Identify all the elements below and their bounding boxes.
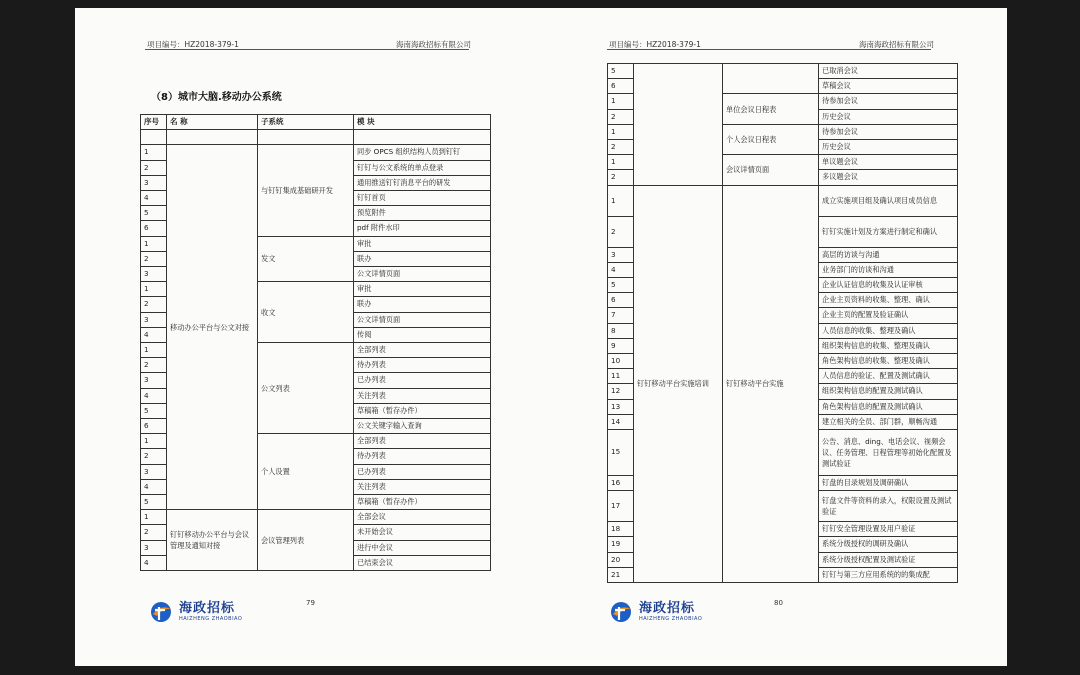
row-index: 2 (141, 251, 167, 266)
company-logo (149, 600, 242, 624)
subsystem-name: 会议管理列表 (258, 510, 354, 571)
module-name: 联办 (354, 251, 491, 266)
subsystem-name: 发文 (258, 236, 354, 282)
company-name: 海南海政招标有限公司 (396, 40, 471, 49)
module-name: 组织架构信息的收集、整理及确认 (819, 338, 958, 353)
row-index: 3 (608, 247, 634, 262)
logo-cn: 海政招标 (179, 601, 236, 616)
module-name: 历史会议 (819, 109, 958, 124)
row-index: 6 (608, 79, 634, 94)
empty-cell (354, 130, 491, 145)
module-name: 已取消会议 (819, 64, 958, 79)
item-name (634, 64, 723, 186)
row-index: 5 (608, 278, 634, 293)
module-name: 通用推送钉钉消息平台的研发 (354, 175, 491, 190)
row-index: 2 (608, 216, 634, 247)
row-index: 1 (141, 145, 167, 160)
header-rule (145, 49, 469, 50)
table-row (141, 510, 491, 525)
subsystem-name: 个人设置 (258, 434, 354, 510)
module-name: 待办列表 (354, 449, 491, 464)
subsystem-name: 单位会议日程表 (723, 94, 819, 124)
table-row (608, 185, 958, 216)
row-index: 5 (141, 403, 167, 418)
module-name: 系统分级授权配置及测试验证 (819, 552, 958, 567)
col-header-subsystem: 子系统 (258, 115, 354, 130)
empty-cell (141, 130, 167, 145)
row-index: 1 (608, 155, 634, 170)
table-row (141, 145, 491, 160)
row-index: 13 (608, 399, 634, 414)
table-row (608, 64, 958, 79)
row-index: 1 (608, 94, 634, 109)
module-name: 待参加会议 (819, 94, 958, 109)
row-index: 6 (141, 419, 167, 434)
module-name: 成立实施项目组及确认项目成员信息 (819, 185, 958, 216)
module-name: 企业主页资料的收集、整理、确认 (819, 293, 958, 308)
row-index: 2 (608, 140, 634, 155)
module-name: 关注列表 (354, 479, 491, 494)
col-header-name: 名 称 (167, 115, 258, 130)
row-index: 1 (141, 343, 167, 358)
subsystem-name: 钉钉移动平台实施 (723, 185, 819, 582)
row-index: 6 (608, 293, 634, 308)
table-header-row (141, 115, 491, 130)
row-index: 4 (141, 191, 167, 206)
row-index: 4 (141, 555, 167, 570)
module-name: 已办列表 (354, 464, 491, 479)
section-title: （8）城市大脑.移动办公系统 (151, 92, 282, 103)
header-rule (607, 49, 931, 50)
empty-cell (258, 130, 354, 145)
module-name: 业务部门的访谈和沟通 (819, 262, 958, 277)
item-name: 移动办公平台与公文对接 (167, 145, 258, 510)
module-name: 单议题会议 (819, 155, 958, 170)
module-name: 进行中会议 (354, 540, 491, 555)
row-index: 1 (141, 282, 167, 297)
row-index: 2 (141, 160, 167, 175)
module-name: 已结束会议 (354, 555, 491, 570)
item-name: 钉钉移动平台实施培训 (634, 185, 723, 582)
row-index: 16 (608, 476, 634, 491)
row-index: 3 (141, 175, 167, 190)
logo-emblem-icon (609, 600, 635, 624)
module-name: 角色架构信息的收集、整理及确认 (819, 354, 958, 369)
logo-cn: 海政招标 (639, 601, 696, 616)
module-name: 钉盘的目录规划及调研确认 (819, 476, 958, 491)
row-index: 15 (608, 430, 634, 476)
module-name: 企业认证信息的收集及认证审核 (819, 278, 958, 293)
module-name: 钉钉首页 (354, 191, 491, 206)
module-name: 公文关键字输入查询 (354, 419, 491, 434)
row-index: 5 (608, 64, 634, 79)
module-name: 预览附件 (354, 206, 491, 221)
row-index: 14 (608, 414, 634, 429)
row-index: 19 (608, 537, 634, 552)
subsystem-name: 与钉钉集成基础研开发 (258, 145, 354, 236)
row-index: 7 (608, 308, 634, 323)
module-name: 多议题会议 (819, 170, 958, 185)
company-name: 海南海政招标有限公司 (859, 40, 934, 49)
document-spread (75, 8, 1007, 666)
row-index: 3 (141, 267, 167, 282)
module-name: 钉钉安全管理设置及用户验证 (819, 522, 958, 537)
row-index: 5 (141, 206, 167, 221)
row-index: 9 (608, 338, 634, 353)
module-name: pdf 附件水印 (354, 221, 491, 236)
row-index: 20 (608, 552, 634, 567)
logo-en: HAIZHENG ZHAOBIAO (179, 616, 243, 622)
module-name: 人员信息的收集、整理及确认 (819, 323, 958, 338)
row-index: 1 (608, 124, 634, 139)
logo-emblem-icon (149, 600, 175, 624)
module-name: 公文详情页面 (354, 267, 491, 282)
row-index: 1 (608, 185, 634, 216)
module-name: 人员信息的验证、配置及测试确认 (819, 369, 958, 384)
right-page (541, 8, 1007, 666)
row-index: 3 (141, 373, 167, 388)
subsystem-name: 公文列表 (258, 343, 354, 434)
row-index: 17 (608, 491, 634, 522)
subsystem-name: 收文 (258, 282, 354, 343)
row-index: 2 (141, 525, 167, 540)
module-name: 公告、消息、ding、电话会议、视频会议、任务管理、日程管理等初始化配置及测试验证 (819, 430, 958, 476)
module-name: 公文详情页面 (354, 312, 491, 327)
module-name: 审批 (354, 282, 491, 297)
module-name: 高层的访谈与沟通 (819, 247, 958, 262)
row-index: 21 (608, 567, 634, 582)
project-number: 项目编号：HZ2018-379-1 (609, 40, 701, 49)
module-name: 关注列表 (354, 388, 491, 403)
module-name: 全部会议 (354, 510, 491, 525)
module-name: 钉钉与第三方应用系统的的集成配 (819, 567, 958, 582)
row-index: 2 (141, 358, 167, 373)
empty-cell (167, 130, 258, 145)
row-index: 3 (141, 312, 167, 327)
col-header-module: 模 块 (354, 115, 491, 130)
row-index: 18 (608, 522, 634, 537)
row-index: 8 (608, 323, 634, 338)
module-name: 钉钉实施计划及方案进行制定和确认 (819, 216, 958, 247)
row-index: 1 (141, 434, 167, 449)
row-index: 12 (608, 384, 634, 399)
module-name: 联办 (354, 297, 491, 312)
page-number: 79 (306, 599, 315, 607)
page-number: 80 (774, 599, 783, 607)
row-index: 1 (141, 510, 167, 525)
row-index: 11 (608, 369, 634, 384)
module-table-right (607, 63, 958, 583)
module-name: 钉钉与公文系统的单点登录 (354, 160, 491, 175)
module-name: 草稿箱（暂存办件） (354, 403, 491, 418)
module-name: 全部列表 (354, 434, 491, 449)
row-index: 2 (608, 109, 634, 124)
row-index: 5 (141, 495, 167, 510)
module-name: 系统分级授权的调研及确认 (819, 537, 958, 552)
module-name: 草稿会议 (819, 79, 958, 94)
subsystem-name: 个人会议日程表 (723, 124, 819, 154)
item-name: 钉钉移动办公平台与会议管理及通知对接 (167, 510, 258, 571)
row-index: 4 (608, 262, 634, 277)
module-name: 建立相关的全员、部门群，顺畅沟通 (819, 414, 958, 429)
company-logo (609, 600, 702, 624)
row-index: 2 (141, 297, 167, 312)
table-row (141, 130, 491, 145)
module-name: 角色架构信息的配置及测试确认 (819, 399, 958, 414)
module-name: 传阅 (354, 327, 491, 342)
module-name: 草稿箱（暂存办件） (354, 495, 491, 510)
module-name: 同步 OPCS 组织结构人员到钉钉 (354, 145, 491, 160)
row-index: 6 (141, 221, 167, 236)
module-name: 未开始会议 (354, 525, 491, 540)
col-header-index: 序号 (141, 115, 167, 130)
logo-en: HAIZHENG ZHAOBIAO (639, 616, 703, 622)
module-name: 钉盘文件等资料的录入，权限设置及测试验证 (819, 491, 958, 522)
module-name: 组织架构信息的配置及测试确认 (819, 384, 958, 399)
module-name: 全部列表 (354, 343, 491, 358)
module-name: 待参加会议 (819, 124, 958, 139)
row-index: 3 (141, 464, 167, 479)
row-index: 4 (141, 327, 167, 342)
module-name: 待办列表 (354, 358, 491, 373)
module-name: 企业主页的配置及验证确认 (819, 308, 958, 323)
subsystem-name: 会议详情页面 (723, 155, 819, 185)
row-index: 10 (608, 354, 634, 369)
module-table-left (140, 114, 491, 571)
module-name: 审批 (354, 236, 491, 251)
row-index: 4 (141, 388, 167, 403)
row-index: 2 (141, 449, 167, 464)
row-index: 3 (141, 540, 167, 555)
project-number: 项目编号：HZ2018-379-1 (147, 40, 239, 49)
row-index: 1 (141, 236, 167, 251)
row-index: 2 (608, 170, 634, 185)
row-index: 4 (141, 479, 167, 494)
module-name: 已办列表 (354, 373, 491, 388)
module-name: 历史会议 (819, 140, 958, 155)
left-page (75, 8, 541, 666)
subsystem-name (723, 64, 819, 94)
